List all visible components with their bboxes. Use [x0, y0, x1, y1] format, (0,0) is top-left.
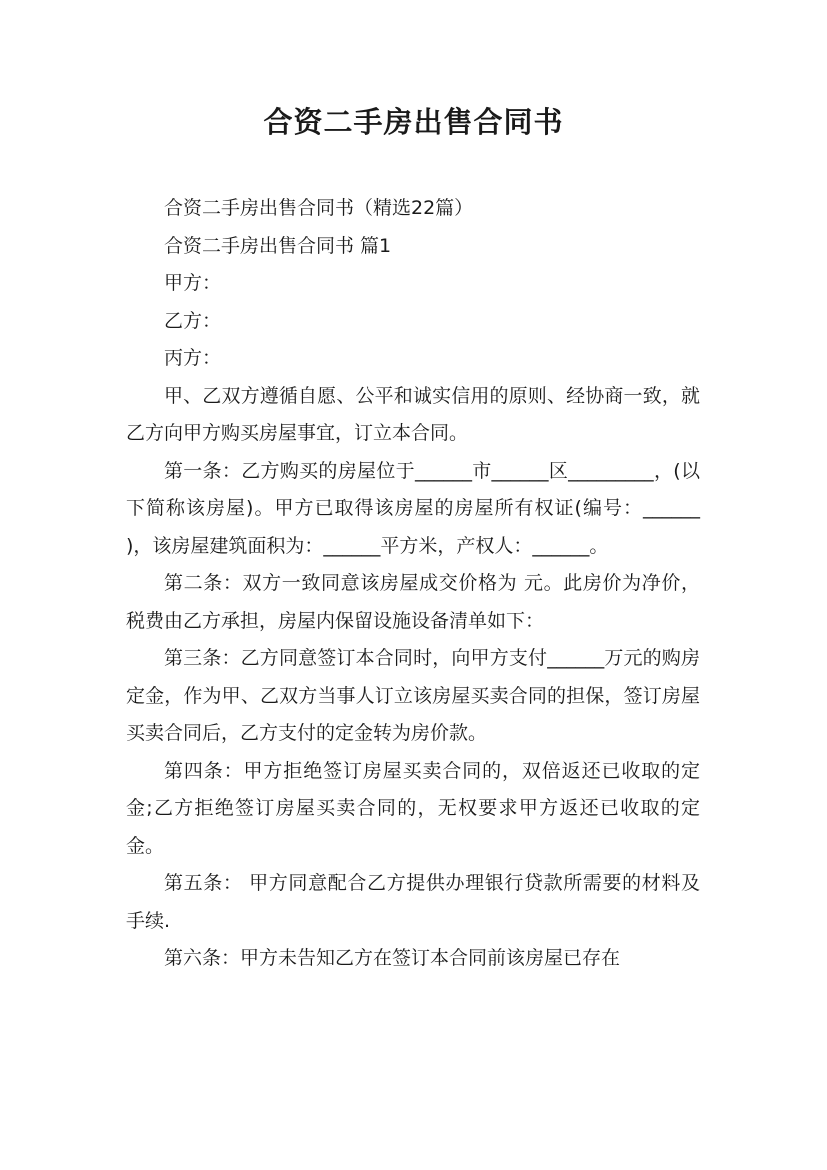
paragraph-party-c: 丙方：: [164, 347, 222, 369]
paragraph-preamble: 甲、乙双方遵循自愿、公平和诚实信用的原则、经协商一致，就乙方向甲方购买房屋事宜，订立本合同。: [126, 384, 700, 444]
paragraph-article-3: 第三条：乙方同意签订本合同时，向甲方支付______万元的购房定金，作为甲、乙双方当事人订立该房屋买卖合同的担保，签订房屋买卖合同后，乙方支付的定金转为房价款。: [126, 647, 700, 744]
paragraph-subtitle: 合资二手房出售合同书（精选22篇）: [164, 197, 474, 219]
paragraph-article-6: 第六条：甲方未告知乙方在签订本合同前该房屋已存在: [164, 947, 621, 969]
paragraph-party-a: 甲方：: [164, 272, 222, 294]
paragraph-article-1: 第一条：乙方购买的房屋位于______市______区_________，(以下简称该房屋)。甲方已取得该房屋的房屋所有权证(编号：______ )，该房屋建筑面积为：______平方米，产权人：______。: [126, 459, 700, 557]
paragraph-article-4: 第四条：甲方拒绝签订房屋买卖合同的，双倍返还已收取的定金;乙方拒绝签订房屋买卖合同的，无权要求甲方返还已收取的定金。: [126, 759, 700, 857]
document-title: 合资二手房出售合同书: [263, 105, 564, 139]
paragraph-section-heading: 合资二手房出售合同书 篇1: [164, 234, 392, 257]
paragraph-party-b: 乙方：: [164, 309, 222, 332]
document-body: [126, 190, 700, 978]
paragraph-article-2: 第二条：双方一致同意该房屋成交价格为 元。此房价为净价，税费由乙方承担，房屋内保留设施设备清单如下：: [126, 572, 700, 632]
paragraph-article-5: 第五条： 甲方同意配合乙方提供办理银行贷款所需要的材料及手续.: [126, 872, 700, 932]
